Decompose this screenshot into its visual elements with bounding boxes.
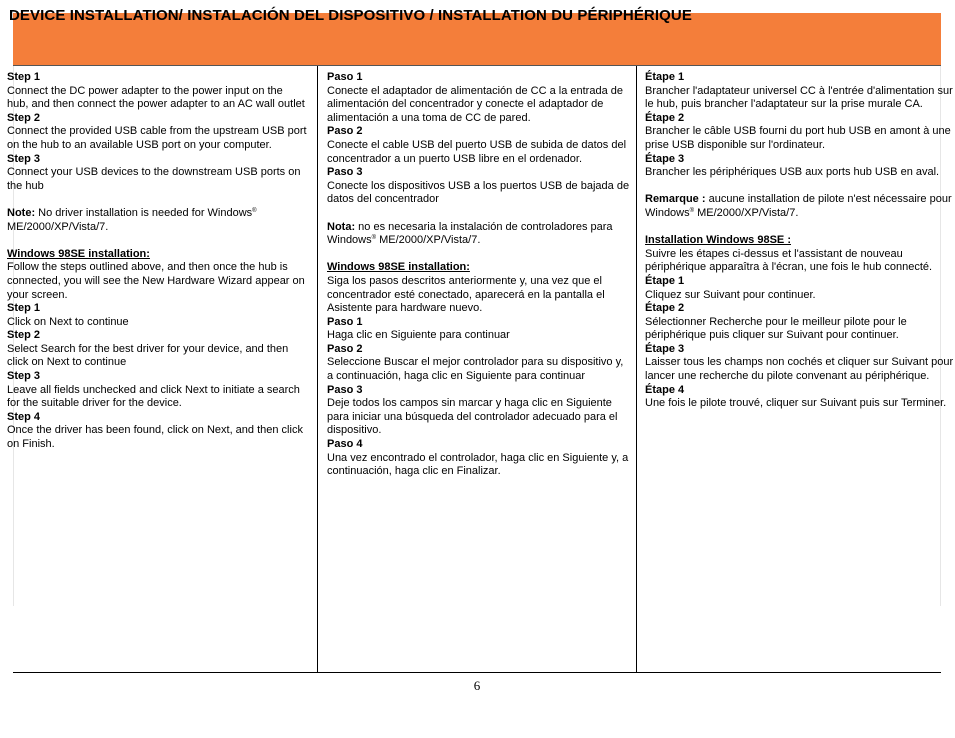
en-step2-label: Step 2 xyxy=(7,111,41,124)
en-note-text-a: No driver installation is needed for Windows xyxy=(35,206,253,219)
es-note-label: Nota: xyxy=(327,220,356,233)
en-step2-text: Connect the provided USB cable from the upstream USB port on the hub to an available USB port on your computer. xyxy=(7,125,307,151)
fr-step1-text: Brancher l'adaptateur universel CC à l'entrée d'alimentation sur le hub, puis brancher l'adaptateur sur la prise murale CA. xyxy=(645,84,953,111)
es-w-step1-text: Haga clic en Siguiente para continuar xyxy=(327,329,510,342)
es-w-step4-label: Paso 4 xyxy=(327,438,363,451)
fr-note-text-a: aucune installation de pilote n'est nécessaire pour Windows xyxy=(645,193,952,219)
es-step1-label: Paso 1 xyxy=(327,71,363,83)
es-note-sup: ® xyxy=(371,235,377,242)
es-step2-label: Paso 2 xyxy=(327,125,363,138)
page-number: 6 xyxy=(473,678,481,693)
fr-step3-text: Brancher les périphériques USB aux ports hub USB en aval. xyxy=(645,166,940,179)
en-win98-heading: Windows 98SE installation: xyxy=(7,247,150,260)
es-w-step3-text: Deje todos los campos sin marcar y haga clic en Siguiente para iniciar una búsqueda del controlador adecuado para el dispositivo. xyxy=(327,397,618,437)
es-note-text-a: no es necesaria la instalación de controladores para Windows xyxy=(327,220,613,247)
fr-w-step1-text: Cliquez sur Suivant pour continuer. xyxy=(645,288,816,301)
spanish-column xyxy=(317,66,636,672)
es-step2-text: Conecte el cable USB del puerto USB de subida de datos del concentrador a un puerto USB libre en el ordenador. xyxy=(327,138,627,165)
fr-w-step4-label: Étape 4 xyxy=(645,383,685,396)
fr-w-step3-text: Laisser tous les champs non cochés et cliquer sur Suivant pour lancer une recherche du pilote convenant au périphérique. xyxy=(645,356,954,383)
es-step3-text: Conecte los dispositivos USB a los puertos USB de bajada de datos del concentrador xyxy=(327,179,630,206)
es-step1-text: Conecte el adaptador de alimentación de CC a la entrada de alimentación del concentrador y conecte el adaptador de alimentación a una toma de CC de pared. xyxy=(327,84,623,124)
fr-step1-label: Étape 1 xyxy=(645,71,685,83)
en-w-step4-text: Once the driver has been found, click on Next, and then click on Finish. xyxy=(7,424,303,451)
fr-w-step2-text: Sélectionner Recherche pour le meilleur pilote pour le périphérique puis cliquer sur Suivant pour continuer. xyxy=(645,315,907,342)
es-w-step4-text: Una vez encontrado el controlador, haga clic en Siguiente y, a continuación, haga clic en Finalizar. xyxy=(327,451,629,478)
fr-w-step2-label: Étape 2 xyxy=(645,302,685,315)
fr-note-sup: ® xyxy=(689,207,695,214)
fr-note xyxy=(645,193,955,220)
section-title: DEVICE INSTALLATION/ INSTALACIÓN DEL DISPOSITIVO / INSTALLATION DU PÉRIPHÉRIQUE xyxy=(9,7,692,24)
en-w-step2-text: Select Search for the best driver for your device, and then click on Next to continue xyxy=(7,342,289,369)
table-bottom-border xyxy=(13,672,941,673)
es-w-step3-label: Paso 3 xyxy=(327,383,363,396)
en-step1-text: Connect the DC power adapter to the power input on the hub, and then connect the power adapter to an AC wall outlet xyxy=(7,84,305,111)
french-column xyxy=(636,66,954,672)
fr-win98-heading: Installation Windows 98SE : xyxy=(645,234,791,247)
fr-w-step4-text: Une fois le pilote trouvé, cliquer sur Suivant puis sur Terminer. xyxy=(645,397,947,410)
en-step3-label: Step 3 xyxy=(7,152,41,165)
en-w-step2-label: Step 2 xyxy=(7,329,41,342)
en-w-step1-text: Click on Next to continue xyxy=(7,315,129,328)
es-w-step1-label: Paso 1 xyxy=(327,315,363,328)
fr-step3-label: Étape 3 xyxy=(645,152,685,165)
fr-w-step3-label: Étape 3 xyxy=(645,342,685,355)
es-win98-heading: Windows 98SE installation: xyxy=(327,261,470,274)
es-w-step2-text: Seleccione Buscar el mejor controlador para su dispositivo y, a continuación, haga clic en Siguiente para continuar xyxy=(327,356,624,383)
fr-step2-label: Étape 2 xyxy=(645,111,685,124)
es-win98-intro: Siga los pasos descritos anteriormente y, una vez que el concentrador esté conectado, aparecerá en la pantalla el Asistente para hardware nuevo. xyxy=(327,274,605,315)
en-note-sup: ® xyxy=(252,207,257,214)
en-w-step3-text: Leave all fields unchecked and click Next to initiate a search for the suitable driver for the device. xyxy=(7,383,300,410)
es-note xyxy=(327,221,630,248)
es-step3-label: Paso 3 xyxy=(327,166,363,179)
en-note xyxy=(7,207,307,234)
en-note-label: Note: xyxy=(7,206,36,219)
es-w-step2-label: Paso 2 xyxy=(327,342,363,355)
en-w-step3-label: Step 3 xyxy=(7,370,41,383)
fr-note-text-b: ME/2000/XP/Vista/7. xyxy=(694,206,799,219)
en-step1-label: Step 1 xyxy=(7,71,41,83)
en-note-text-b: ME/2000/XP/Vista/7. xyxy=(7,220,109,233)
en-w-step1-label: Step 1 xyxy=(7,302,41,315)
fr-note-label: Remarque : xyxy=(645,193,706,206)
en-step3-text: Connect your USB devices to the downstream USB ports on the hub xyxy=(7,166,301,192)
en-win98-intro: Follow the steps outlined above, and then once the hub is connected, you will see the New Hardware Wizard appear on your screen. xyxy=(7,261,305,301)
english-column xyxy=(7,66,317,672)
fr-win98-intro: Suivre les étapes ci-dessus et l'assistant de nouveau périphérique apparaîtra à l'écran, une fois le hub connecté. xyxy=(645,247,933,274)
es-note-text-b: ME/2000/XP/Vista/7. xyxy=(376,234,481,247)
fr-w-step1-label: Étape 1 xyxy=(645,274,685,287)
section-header xyxy=(9,7,941,66)
en-w-step4-label: Step 4 xyxy=(7,410,41,423)
fr-step2-text: Brancher le câble USB fourni du port hub USB en amont à une prise USB disponible sur l'ordinateur. xyxy=(645,125,951,151)
